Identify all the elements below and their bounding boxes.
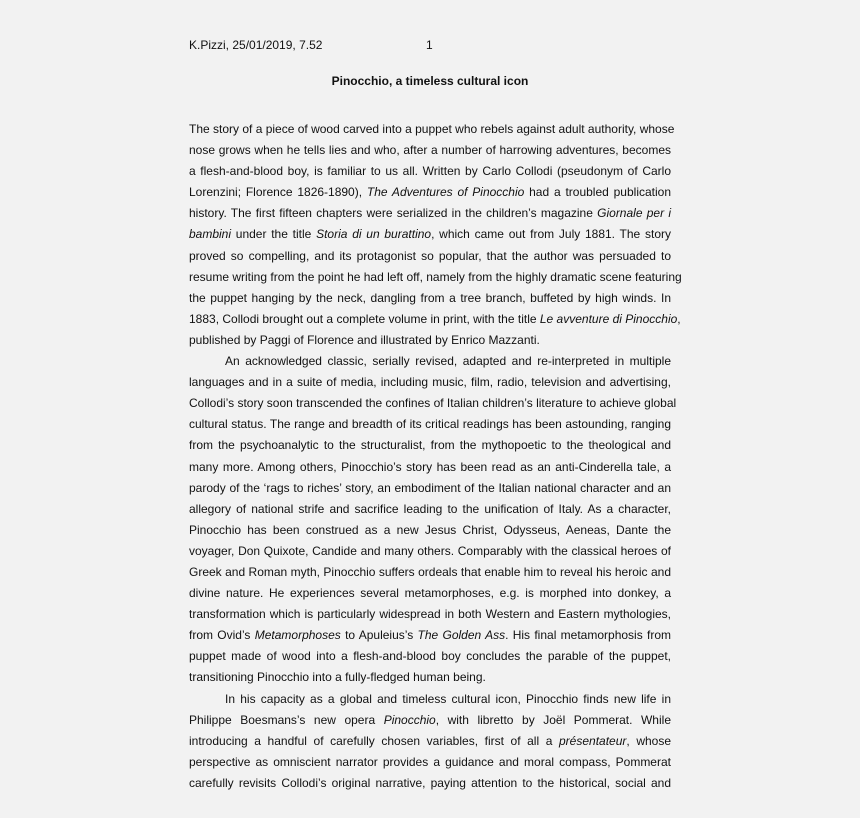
text-line: Greek and Roman myth, Pinocchio suffers ordeals that enable him to reveal his heroic and bbox=[189, 564, 671, 579]
text-line: The story of a piece of wood carved into a puppet who rebels against adult authority, whose bbox=[189, 122, 675, 136]
text-line: introducing a handful of carefully chosen variables, first of all a présentateur, whose bbox=[189, 733, 672, 748]
text-line: transformation which is particularly widespread in both Western and Eastern mythologies, bbox=[189, 607, 671, 622]
text-line: parody of the ‘rags to riches’ story, an embodiment of the Italian national character and an bbox=[189, 480, 671, 495]
text-line: from Ovid’s Metamorphoses to Apuleius’s The Golden Ass. His final metamorphosis from bbox=[189, 628, 672, 643]
text-line: proved so compelling, and its protagonist so popular, that the author was persuaded to bbox=[189, 248, 671, 263]
text-line: cultural status. The range and breadth of its critical readings has been astounding, ranging bbox=[189, 417, 671, 432]
text-line: Philippe Boesmans’s new opera Pinocchio, with libretto by Joël Pommerat. While bbox=[189, 712, 671, 727]
text-line: history. The first fifteen chapters were serialized in the children’s magazine Giornale per i bbox=[189, 206, 671, 221]
text-line: puppet made of wood into a flesh-and-blood boy concludes the parable of the puppet, bbox=[189, 649, 671, 664]
text-line: a flesh-and-blood boy, is familiar to us all. Written by Carlo Collodi (pseudonym of Carlo bbox=[189, 164, 671, 179]
text-line: nose grows when he tells lies and who, after a number of harrowing adventures, becomes bbox=[189, 143, 671, 158]
document-title: Pinocchio, a timeless cultural icon bbox=[331, 74, 529, 88]
text-line: An acknowledged classic, serially revised, adapted and re-interpreted in multiple bbox=[225, 354, 671, 369]
text-line: resume writing from the point he had left off, namely from the highly dramatic scene featuring bbox=[189, 269, 682, 284]
text-line: bambini under the title Storia di un burattino, which came out from July 1881. The story bbox=[189, 227, 671, 242]
text-line: divine nature. He experiences several metamorphoses, e.g. is morphed into donkey, a bbox=[189, 586, 671, 601]
text-line: Collodi’s story soon transcended the confines of Italian children’s literature to achieve global bbox=[189, 396, 677, 411]
text-line: perspective as omniscient narrator provides a guidance and moral compass, Pommerat bbox=[189, 754, 671, 769]
document-body bbox=[189, 119, 682, 794]
text-line: voyager, Don Quixote, Candide and many others. Comparably with the classical heroes of bbox=[189, 543, 671, 558]
text-line: the puppet hanging by the neck, dangling from a tree branch, buffeted by high winds. In bbox=[189, 290, 671, 305]
text-line: In his capacity as a global and timeless cultural icon, Pinocchio finds new life in bbox=[225, 691, 671, 706]
text-line: languages and in a suite of media, including music, film, radio, television and advertising, bbox=[189, 375, 671, 390]
page-number: 1 bbox=[426, 38, 433, 52]
text-line: from the psychoanalytic to the structuralist, from the mythopoetic to the theological and bbox=[189, 438, 671, 453]
text-line: carefully revisits Collodi’s original narrative, paying attention to the historical, social and bbox=[189, 775, 671, 790]
text-line: many more. Among others, Pinocchio’s story has been read as an anti-Cinderella tale, a bbox=[189, 459, 671, 474]
text-line: allegory of national strife and sacrifice leading to the unification of Italy. As a character, bbox=[189, 501, 671, 516]
text-line: published by Paggi of Florence and illustrated by Enrico Mazzanti. bbox=[189, 332, 540, 347]
text-line: transitioning Pinocchio into a fully-fledged human being. bbox=[189, 670, 486, 685]
text-line: Lorenzini; Florence 1826-1890), The Adventures of Pinocchio had a troubled publication bbox=[189, 185, 672, 200]
running-head: K.Pizzi, 25/01/2019, 7.52 bbox=[189, 38, 323, 52]
text-line: Pinocchio has been construed as a new Jesus Christ, Odysseus, Aeneas, Dante the bbox=[189, 522, 671, 537]
text-line: 1883, Collodi brought out a complete volume in print, with the title Le avventure di Pinocchio, bbox=[189, 311, 681, 326]
